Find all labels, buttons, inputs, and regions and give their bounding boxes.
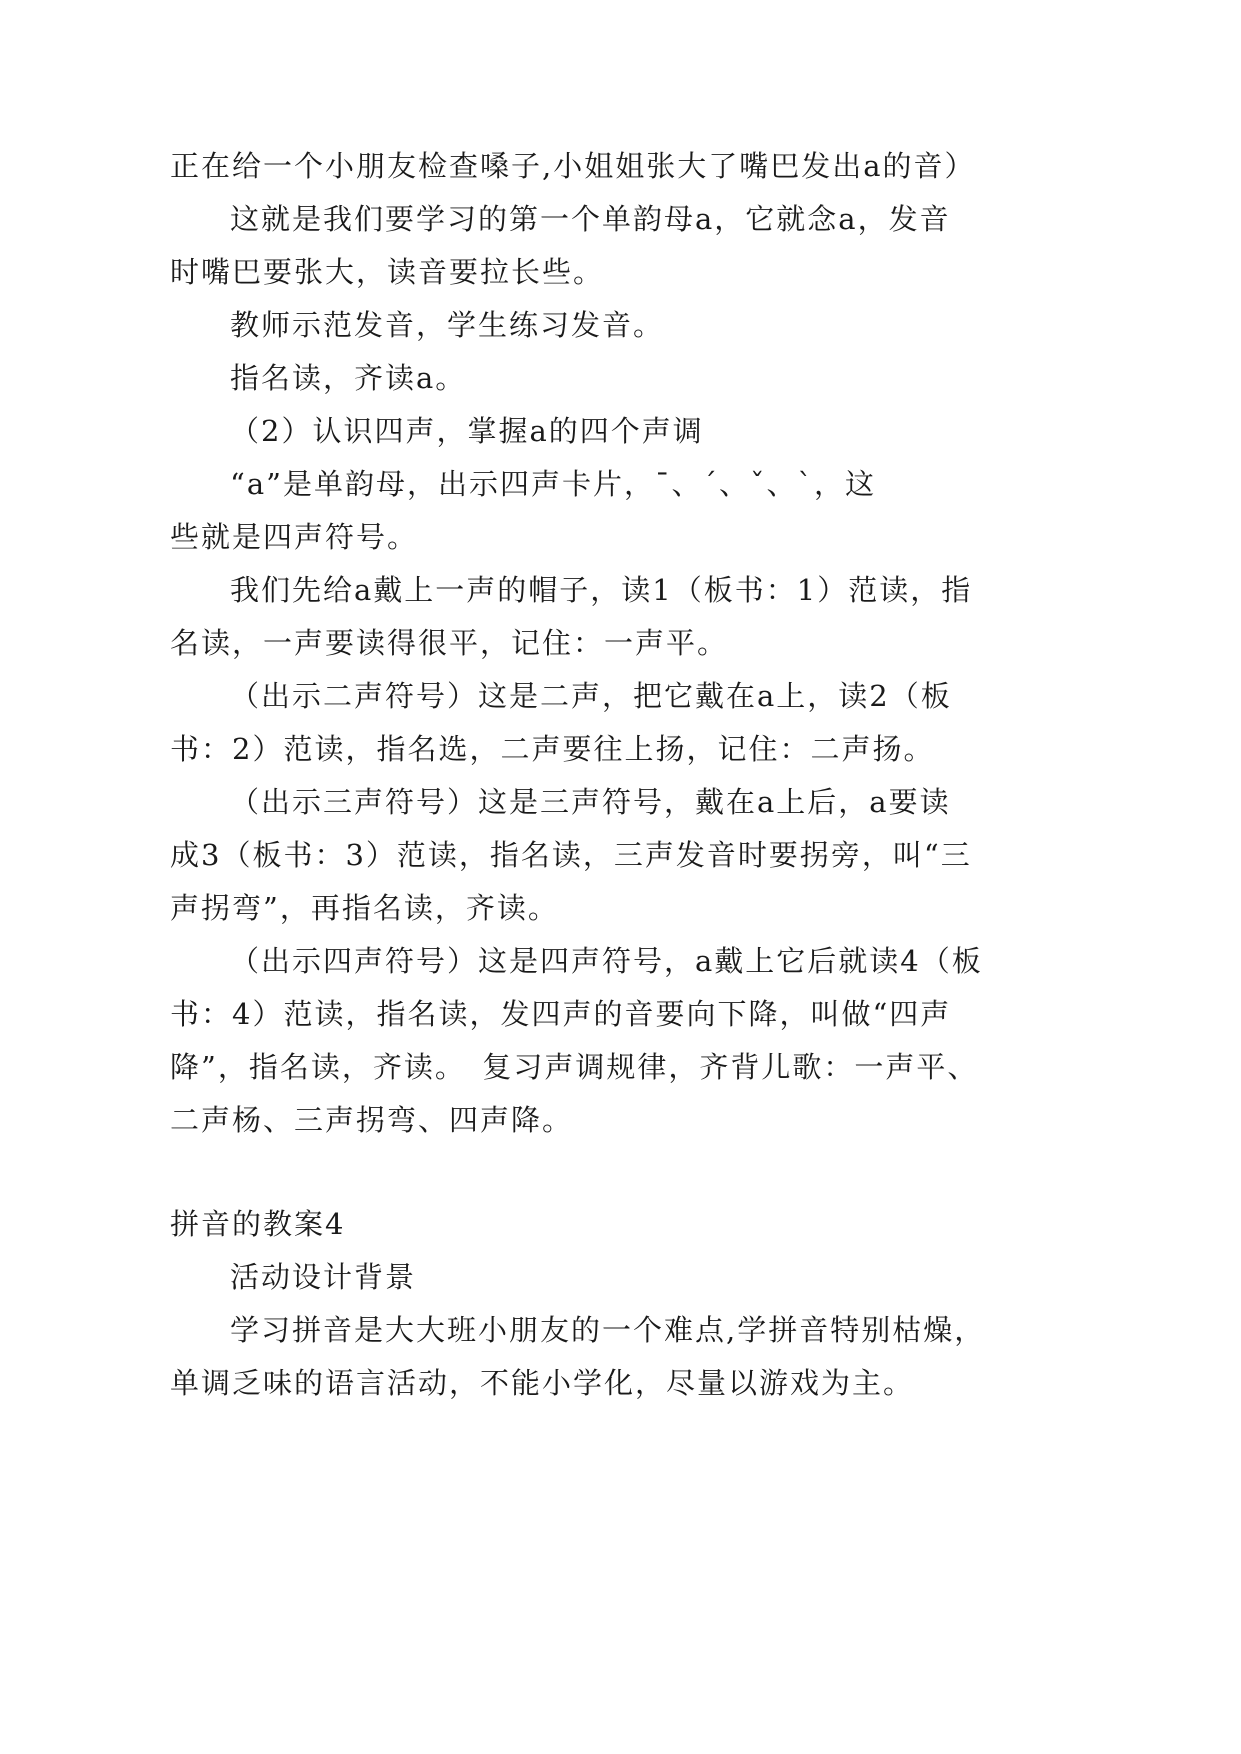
section-heading: 活动设计背景 [230, 1260, 417, 1294]
text-line: 二声杨、三声拐弯、四声降。 [170, 1103, 574, 1137]
text-line: （出示二声符号）这是二声，把它戴在a上，读2（板 [230, 679, 952, 713]
text-line: 书：4）范读，指名读，发四声的音要向下降，叫做“四声 [170, 997, 952, 1031]
section-heading: （2）认识四声，掌握a的四个声调 [230, 414, 704, 448]
lesson-plan-title: 拼音的教案4 [170, 1207, 346, 1241]
text-line: “a”是单韵母，出示四声卡片，ˉ、ˊ、ˇ、ˋ，这 [230, 467, 876, 501]
text-line: 这就是我们要学习的第一个单韵母a，它就念a，发音 [230, 202, 951, 236]
text-line: 学习拼音是大大班小朋友的一个难点,学拼音特别枯燥， [230, 1313, 986, 1347]
text-line: 教师示范发音，学生练习发音。 [230, 308, 665, 342]
text-line: 书：2）范读，指名选，二声要往上扬，记住：二声扬。 [170, 732, 935, 766]
text-line: 些就是四声符号。 [170, 520, 419, 554]
text-line: 声拐弯”，再指名读，齐读。 [170, 891, 559, 925]
text-line: 名读，一声要读得很平，记住：一声平。 [170, 626, 729, 660]
text-line: 正在给一个小朋友检查嗓子,小姐姐张大了嘴巴发出a的音） [170, 149, 976, 183]
text-line: 我们先给a戴上一声的帽子，读1（板书：1）范读，指 [230, 573, 973, 607]
text-line: 单调乏味的语言活动，不能小学化，尽量以游戏为主。 [170, 1366, 915, 1400]
text-line: 时嘴巴要张大，读音要拉长些。 [170, 255, 605, 289]
text-line: （出示三声符号）这是三声符号，戴在a上后，a要读 [230, 785, 951, 819]
text-line: 指名读，齐读a。 [230, 361, 467, 395]
text-line: （出示四声符号）这是四声符号，a戴上它后就读4（板 [230, 944, 983, 978]
text-line: 成3（板书：3）范读，指名读，三声发音时要拐旁，叫“三 [170, 838, 972, 872]
text-line: 降”，指名读，齐读。 复习声调规律，齐背儿歌：一声平、 [170, 1050, 979, 1084]
